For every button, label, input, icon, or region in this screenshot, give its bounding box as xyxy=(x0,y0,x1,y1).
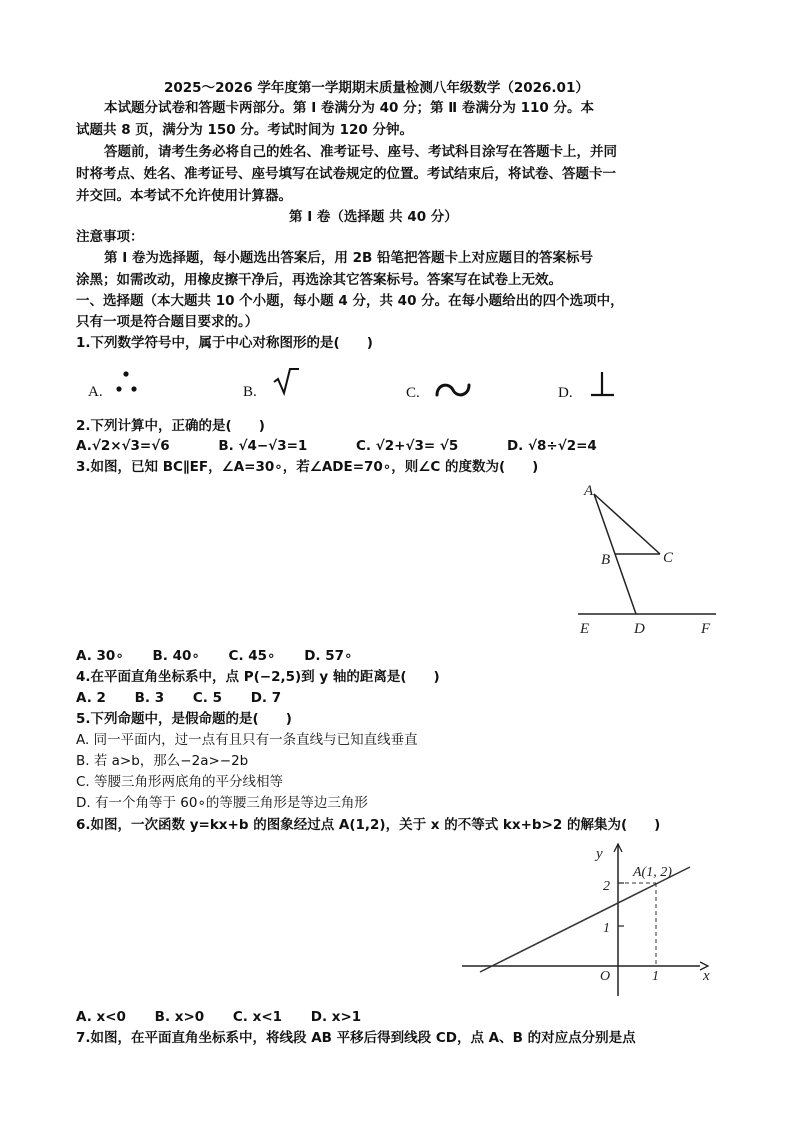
exam-title: 2025～2026 学年度第一学期期末质量检测八年级数学（2026.01） xyxy=(164,80,589,96)
q3-stem: 3.如图，已知 BC∥EF，∠A=30∘，若∠ADE=70∘，则∠C 的度数为( ) xyxy=(76,459,539,475)
q1-option-d-label: D. xyxy=(558,385,573,401)
function-line xyxy=(480,867,690,972)
q2-stem: 2.下列计算中，正确的是( ) xyxy=(76,418,265,434)
q3-option-d: D. 57∘ xyxy=(304,648,353,664)
point-label-a: A xyxy=(584,483,594,499)
q1-option-c-label: C. xyxy=(406,385,420,401)
q3-option-b: B. 40∘ xyxy=(152,648,200,664)
infinity-curve-icon xyxy=(433,378,473,402)
intro-line-1: 本试题分试卷和答题卡两部分。第 Ⅰ 卷满分为 40 分；第 Ⅱ 卷满分为 110 分。本 xyxy=(104,100,594,116)
notice-line-2: 涂黑；如需改动，用橡皮擦干净后，再选涂其它答案标号。答案写在试卷上无效。 xyxy=(76,272,562,288)
perpendicular-icon xyxy=(588,370,618,400)
part1-line-1: 一、选择题（本大题共 10 个小题，每小题 4 分，共 40 分。在每小题给出的四个选项中， xyxy=(76,293,624,309)
q5-option-c: C. 等腰三角形两底角的平分线相等 xyxy=(76,774,284,790)
notice-line-1: 第 Ⅰ 卷为选择题，每小题选出答案后，用 2B 铅笔把答题卡上对应题目的答案标号 xyxy=(104,250,594,266)
q3-geometry-figure xyxy=(570,478,720,642)
point-label-c: C xyxy=(663,550,674,566)
radical-sign-icon xyxy=(272,365,302,397)
q2-option-d: D. √8÷√2=4 xyxy=(506,438,597,454)
intro-line-3: 答题前，请考生务必将自己的姓名、准考证号、座号、考试科目涂写在答题卡上，并同 xyxy=(104,144,617,160)
point-a-label: A(1, 2) xyxy=(633,865,672,880)
q3-option-c: C. 45∘ xyxy=(228,648,276,664)
q6-linear-function-graph xyxy=(460,838,720,1000)
q1-option-b-label: B. xyxy=(243,384,257,400)
intro-line-4: 时将考点、姓名、准考证号、座号填写在试卷规定的位置。考试结束后，将试卷、答题卡一 xyxy=(76,166,616,182)
q3-option-a: A. 30∘ xyxy=(76,648,124,664)
q5-option-d: D. 有一个角等于 60∘的等腰三角形是等边三角形 xyxy=(76,795,368,811)
y-tick-label-2: 2 xyxy=(603,879,610,894)
section-title: 第 Ⅰ 卷（选择题 共 40 分） xyxy=(289,209,458,225)
intro-line-5: 并交回。本考试不允许使用计算器。 xyxy=(76,188,292,204)
q4-options xyxy=(76,688,305,708)
intro-line-2: 试题共 8 页，满分为 150 分。考试时间为 120 分钟。 xyxy=(76,122,413,138)
q1-option-a-label: A. xyxy=(88,384,103,400)
x-tick-label-1: 1 xyxy=(652,969,659,984)
q2-option-b: B. √4−√3=1 xyxy=(218,438,308,454)
q5-option-b: B. 若 a>b，那么−2a>−2b xyxy=(76,753,249,769)
q2-option-c: C. √2+√3= √5 xyxy=(356,438,459,454)
y-tick-label-1: 1 xyxy=(603,921,610,936)
q6-option-b: B. x>0 xyxy=(154,1009,205,1025)
point-label-b: B xyxy=(601,552,611,568)
origin-label: O xyxy=(600,969,611,984)
q6-options xyxy=(76,1007,385,1027)
q4-stem: 4.在平面直角坐标系中，点 P(−2,5)到 y 轴的距离是( ) xyxy=(76,669,440,685)
q3-options xyxy=(76,646,377,666)
q7-stem: 7.如图，在平面直角坐标系中，将线段 AB 平移后得到线段 CD，点 A、B 的对应点分别是点 xyxy=(76,1030,636,1046)
q5-stem: 5.下列命题中，是假命题的是( ) xyxy=(76,711,292,727)
point-label-f: F xyxy=(701,621,711,637)
q6-option-c: C. x<1 xyxy=(232,1009,283,1025)
part1-line-2: 只有一项是符合题目要求的。） xyxy=(76,314,259,330)
q1-stem: 1.下列数学符号中，属于中心对称图形的是( ) xyxy=(76,335,373,351)
q4-option-a: A. 2 xyxy=(76,690,106,706)
notice-heading: 注意事项： xyxy=(76,229,144,245)
q4-option-c: C. 5 xyxy=(192,690,222,706)
q4-option-d: D. 7 xyxy=(250,690,282,706)
q2-option-a: A.√2×√3=√6 xyxy=(76,438,170,454)
point-label-e: E xyxy=(580,621,590,637)
q4-option-b: B. 3 xyxy=(134,690,165,706)
q6-stem: 6.如图，一次函数 y=kx+b 的图象经过点 A(1,2)，关于 x 的不等式 kx+b>2 的解集为( ) xyxy=(76,817,661,833)
three-dots-icon xyxy=(113,368,143,398)
x-axis-label: x xyxy=(703,968,710,984)
point-label-d: D xyxy=(634,621,645,637)
y-axis-label: y xyxy=(596,846,603,862)
q5-option-a: A. 同一平面内，过一点有且只有一条直线与已知直线垂直 xyxy=(76,732,418,748)
q2-options xyxy=(76,436,621,456)
q6-option-a: A. x<0 xyxy=(76,1009,126,1025)
q6-option-d: D. x>1 xyxy=(310,1009,362,1025)
